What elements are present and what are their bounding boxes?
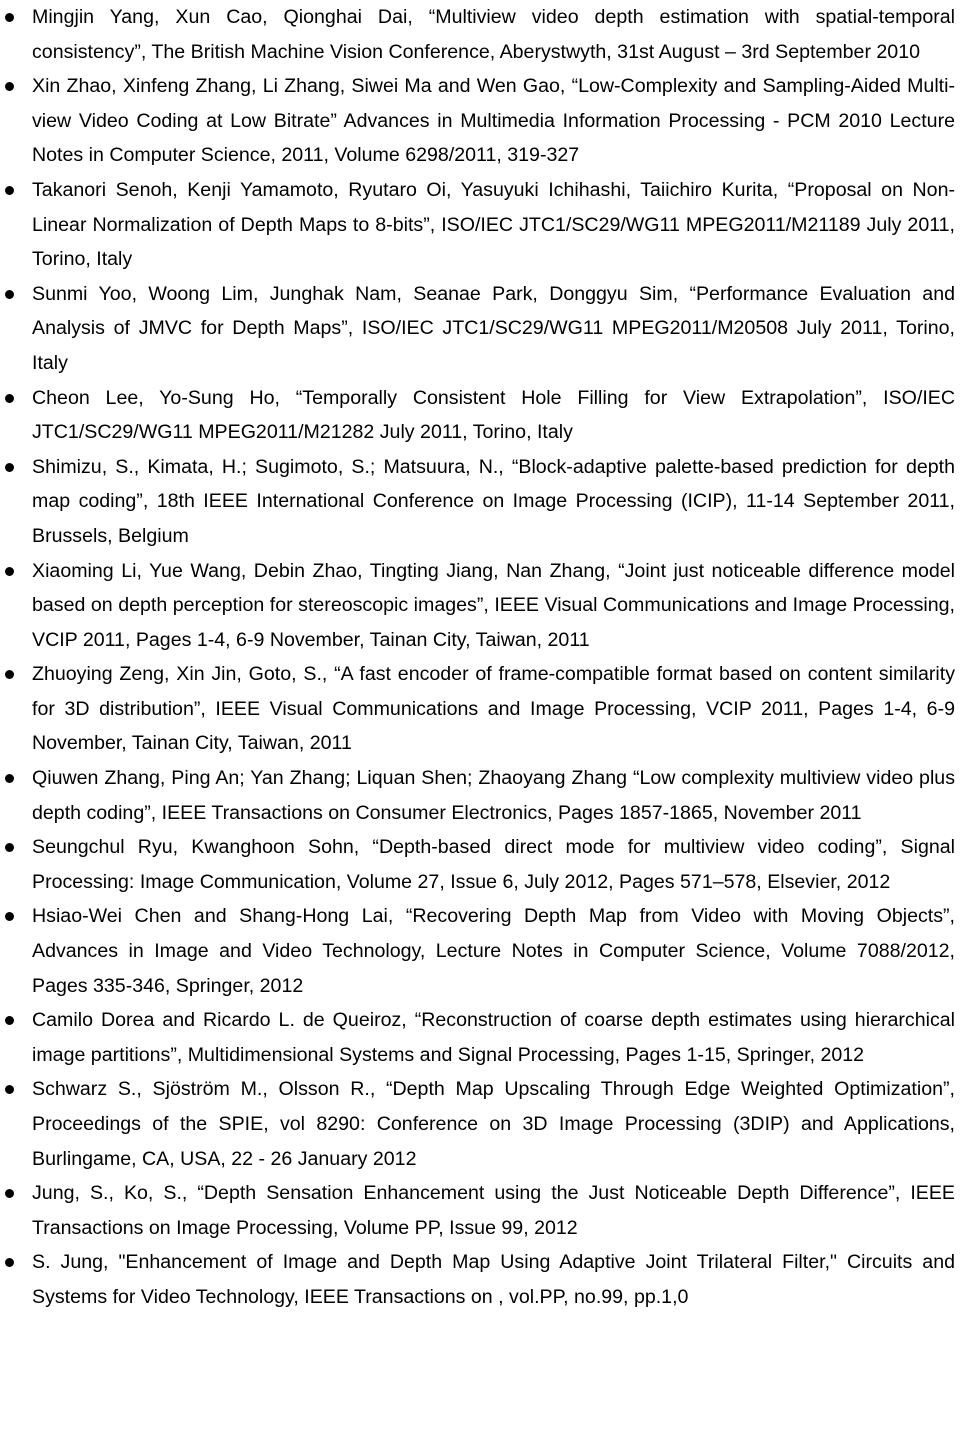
bullet-icon bbox=[5, 567, 14, 576]
bullet-icon bbox=[5, 1085, 14, 1094]
reference-text: Zhuoying Zeng, Xin Jin, Goto, S., “A fast encoder of frame-compatible format based on content similarity for 3D distribution”, IEEE Visual Communications and Image Processing, VCIP 2011, Pages 1-4, 6-9 November, Tainan City, Taiwan, 2011 bbox=[32, 663, 955, 755]
reference-text: Hsiao-Wei Chen and Shang-Hong Lai, “Recovering Depth Map from Video with Moving Objects”, Advances in Image and Video Technology, Lecture Notes in Computer Science, Volume 7088/2012, Pages 335-346, Springer, 2012 bbox=[32, 905, 955, 997]
bullet-icon bbox=[5, 774, 14, 783]
bullet-icon bbox=[5, 82, 14, 91]
bullet-icon bbox=[5, 1189, 14, 1198]
bullet-icon bbox=[5, 912, 14, 921]
reference-text: Jung, S., Ko, S., “Depth Sensation Enhancement using the Just Noticeable Depth Difference”, IEEE Transactions on Image Processing, Volume PP, Issue 99, 2012 bbox=[32, 1182, 955, 1239]
reference-item bbox=[0, 554, 960, 658]
bullet-icon bbox=[5, 186, 14, 195]
reference-item bbox=[0, 761, 960, 830]
bullet-icon bbox=[5, 1258, 14, 1267]
reference-text: Qiuwen Zhang, Ping An; Yan Zhang; Liquan Shen; Zhaoyang Zhang “Low complexity multiview video plus depth coding”, IEEE Transactions on Consumer Electronics, Pages 1857-1865, November 2011 bbox=[32, 767, 955, 824]
reference-item bbox=[0, 450, 960, 554]
reference-item bbox=[0, 1176, 960, 1245]
reference-text: Takanori Senoh, Kenji Yamamoto, Ryutaro Oi, Yasuyuki Ichihashi, Taiichiro Kurita, “Proposal on Non-Linear Normalization of Depth Maps to 8-bits”, ISO/IEC JTC1/SC29/WG11 MPEG2011/M21189 July 2011, Torino, Italy bbox=[32, 178, 955, 271]
reference-text: Schwarz S., Sjöström M., Olsson R., “Depth Map Upscaling Through Edge Weighted Optimization”, Proceedings of the SPIE, vol 8290: Conference on 3D Image Processing (3DIP) and Applications, Burlingame, CA, USA, 22 - 26 January 2012 bbox=[32, 1078, 955, 1170]
reference-text: Sunmi Yoo, Woong Lim, Junghak Nam, Seanae Park, Donggyu Sim, “Performance Evaluation and Analysis of JMVC for Depth Maps”, ISO/IEC JTC1/SC29/WG11 MPEG2011/M20508 July 2011, Torino, Italy bbox=[32, 282, 955, 374]
reference-item bbox=[0, 657, 960, 761]
reference-text: Cheon Lee, Yo-Sung Ho, “Temporally Consistent Hole Filling for View Extrapolation”, ISO/IEC JTC1/SC29/WG11 MPEG2011/M21282 July 2011, Torino, Italy bbox=[32, 386, 955, 444]
reference-text: Seungchul Ryu, Kwanghoon Sohn, “Depth-based direct mode for multiview video coding”, Signal Processing: Image Communication, Volume 27, Issue 6, July 2012, Pages 571–578, Elsevier, 2012 bbox=[32, 836, 955, 893]
reference-item bbox=[0, 1072, 960, 1176]
reference-text: Camilo Dorea and Ricardo L. de Queiroz, “Reconstruction of coarse depth estimates using hierarchical image partitions”, Multidimensional Systems and Signal Processing, Pages 1-15, Springer, 2012 bbox=[32, 1009, 955, 1066]
reference-text: Xiaoming Li, Yue Wang, Debin Zhao, Tingting Jiang, Nan Zhang, “Joint just noticeable difference model based on depth perception for stereoscopic images”, IEEE Visual Communications and Image Processing, VCIP 2011, Pages 1-4, 6-9 November, Tainan City, Taiwan, 2011 bbox=[32, 559, 955, 651]
bullet-icon bbox=[5, 463, 14, 472]
reference-item bbox=[0, 277, 960, 381]
bullet-icon bbox=[5, 843, 14, 852]
bullet-icon bbox=[5, 13, 14, 22]
reference-item bbox=[0, 0, 960, 69]
reference-item bbox=[0, 899, 960, 1003]
bullet-icon bbox=[5, 1016, 14, 1025]
reference-item bbox=[0, 830, 960, 899]
bullet-icon bbox=[5, 670, 14, 679]
reference-item bbox=[0, 69, 960, 173]
reference-item bbox=[0, 381, 960, 450]
reference-text: S. Jung, "Enhancement of Image and Depth Map Using Adaptive Joint Trilateral Filter," Circuits and Systems for Video Technology, IEEE Transactions on , vol.PP, no.99, pp.1,0 bbox=[32, 1251, 955, 1308]
reference-item bbox=[0, 1003, 960, 1072]
reference-item bbox=[0, 1245, 960, 1314]
bullet-icon bbox=[5, 394, 14, 403]
bullet-icon bbox=[5, 290, 14, 299]
reference-text: Shimizu, S., Kimata, H.; Sugimoto, S.; Matsuura, N., “Block-adaptive palette-based prediction for depth map coding”, 18th IEEE International Conference on Image Processing (ICIP), 11-14 September 2011, Brussels, Belgium bbox=[32, 455, 955, 547]
reference-text: Mingjin Yang, Xun Cao, Qionghai Dai, “Multiview video depth estimation with spatial-temporal consistency”, The British Machine Vision Conference, Aberystwyth, 31st August – 3rd September 2010 bbox=[32, 6, 955, 63]
reference-text: Xin Zhao, Xinfeng Zhang, Li Zhang, Siwei Ma and Wen Gao, “Low-Complexity and Sampling-Aided Multi-view Video Coding at Low Bitrate” Advances in Multimedia Information Processing - PCM 2010 Lecture Notes in Computer Science, 2011, Volume 6298/2011, 319-327 bbox=[32, 75, 955, 167]
reference-item bbox=[0, 173, 960, 277]
